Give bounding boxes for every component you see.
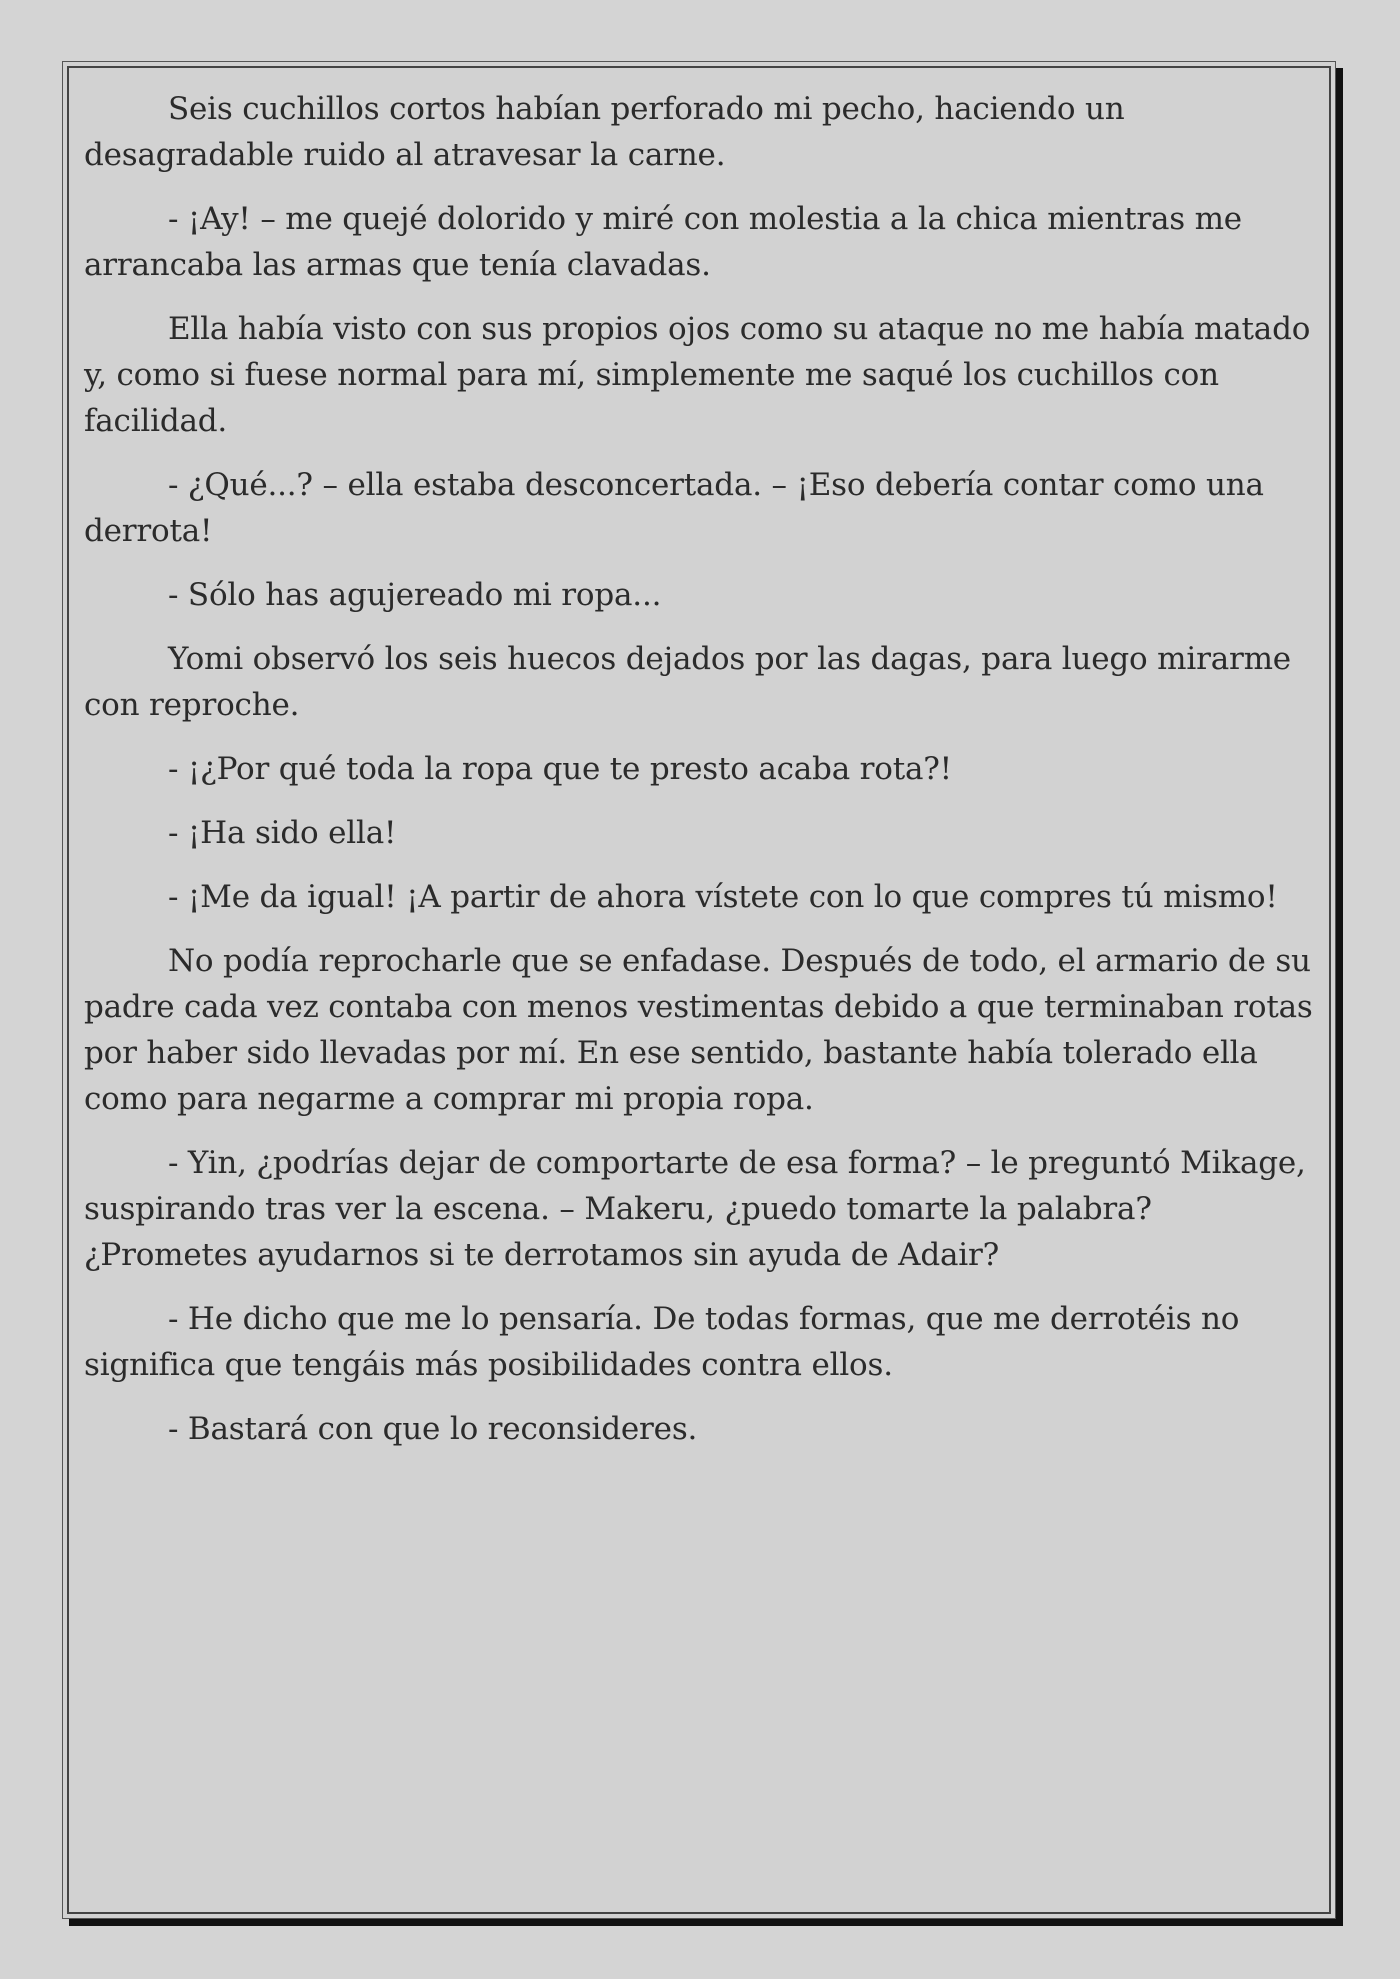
paragraph-3: Ella había visto con sus propios ojos como su ataque no me había matado y, como si fuese normal para mí, simplemente me saqué los cuchillos con facilidad.: [84, 311, 1311, 439]
paragraph-5: - Sólo has agujereado mi ropa...: [168, 577, 662, 613]
paragraph-1: Seis cuchillos cortos habían perforado mi pecho, haciendo un desagradable ruido al atravesar la carne.: [84, 91, 1125, 173]
paragraph-7: - ¡¿Por qué toda la ropa que te presto acaba rota?!: [168, 751, 952, 787]
paragraph-9: - ¡Me da igual! ¡A partir de ahora vístete con lo que compres tú mismo!: [168, 879, 1278, 915]
paragraph-13: - Bastará con que lo reconsideres.: [168, 1411, 698, 1447]
text-body: [84, 86, 1316, 1470]
paragraph-11: - Yin, ¿podrías dejar de comportarte de esa forma? – le preguntó Mikage, suspirando tras ver la escena. – Makeru, ¿puedo tomarte la palabra? ¿Prometes ayudarnos si te derrotamos sin ayuda de Adair?: [84, 1145, 1306, 1273]
paragraph-12: - He dicho que me lo pensaría. De todas formas, que me derrotéis no significa que tengáis más posibilidades contra ellos.: [84, 1301, 1240, 1383]
paragraph-8: - ¡Ha sido ella!: [168, 815, 397, 851]
paragraph-4: - ¿Qué...? – ella estaba desconcertada. – ¡Eso debería contar como una derrota!: [84, 467, 1264, 549]
paragraph-6: Yomi observó los seis huecos dejados por las dagas, para luego mirarme con reproche.: [84, 641, 1291, 723]
paragraph-10: No podía reprocharle que se enfadase. Después de todo, el armario de su padre cada vez contaba con menos vestimentas debido a que terminaban rotas por haber sido llevadas por mí. En ese sentido, bastante había tolerado ella como para negarme a comprar mi propia ropa.: [84, 943, 1313, 1117]
paragraph-2: - ¡Ay! – me quejé dolorido y miré con molestia a la chica mientras me arrancaba las armas que tenía clavadas.: [84, 201, 1242, 283]
